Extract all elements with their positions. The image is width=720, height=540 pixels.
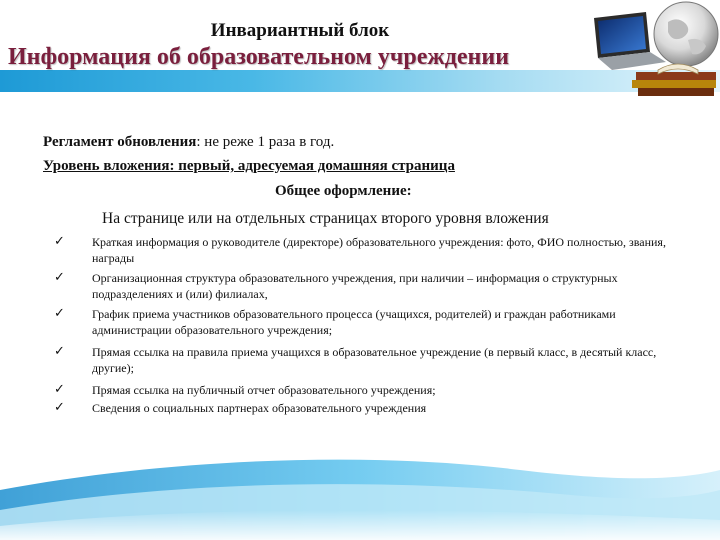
slide-title: Информация об образовательном учреждении bbox=[8, 44, 510, 70]
checkmark-icon: ✓ bbox=[54, 234, 65, 249]
checkmark-icon: ✓ bbox=[54, 344, 65, 359]
design-label: Общее оформление: bbox=[275, 183, 412, 199]
update-schedule-label: Регламент обновления bbox=[43, 134, 197, 150]
bottom-wave-decoration bbox=[0, 450, 720, 540]
list-item-text: Организационная структура образовательного учреждения, при наличии – информация о структурных подразделениях и (или) филиалах, bbox=[92, 271, 618, 301]
checkmark-icon: ✓ bbox=[54, 400, 65, 415]
placement-line: На странице или на отдельных страницах второго уровня вложения bbox=[102, 210, 549, 227]
list-item-text: Сведения о социальных партнерах образовательного учреждения bbox=[92, 401, 427, 415]
checkmark-icon: ✓ bbox=[54, 270, 65, 285]
globe-laptop-books-icon bbox=[588, 0, 720, 98]
nesting-level-line: Уровень вложения: первый, адресуемая домашняя страница bbox=[43, 158, 455, 174]
checkmark-icon: ✓ bbox=[54, 306, 65, 321]
update-schedule-line bbox=[43, 134, 334, 151]
checkmark-icon: ✓ bbox=[54, 382, 65, 397]
list-item-text: Краткая информация о руководителе (директоре) образовательного учреждения: фото, ФИО полностью, звания, награды bbox=[92, 235, 666, 265]
list-item-text: Прямая ссылка на правила приема учащихся в образовательное учреждение (в первый класс, в десятый класс, другие); bbox=[92, 345, 657, 375]
update-schedule-value: : не реже 1 раза в год. bbox=[196, 134, 335, 150]
list-item-text: Прямая ссылка на публичный отчет образовательного учреждения; bbox=[92, 383, 436, 397]
list-item-text: График приема участников образовательного процесса (учащихся, родителей) и граждан работниками администрации образовательного учреждения; bbox=[92, 307, 616, 337]
slide-subtitle: Инвариантный блок bbox=[210, 20, 390, 41]
